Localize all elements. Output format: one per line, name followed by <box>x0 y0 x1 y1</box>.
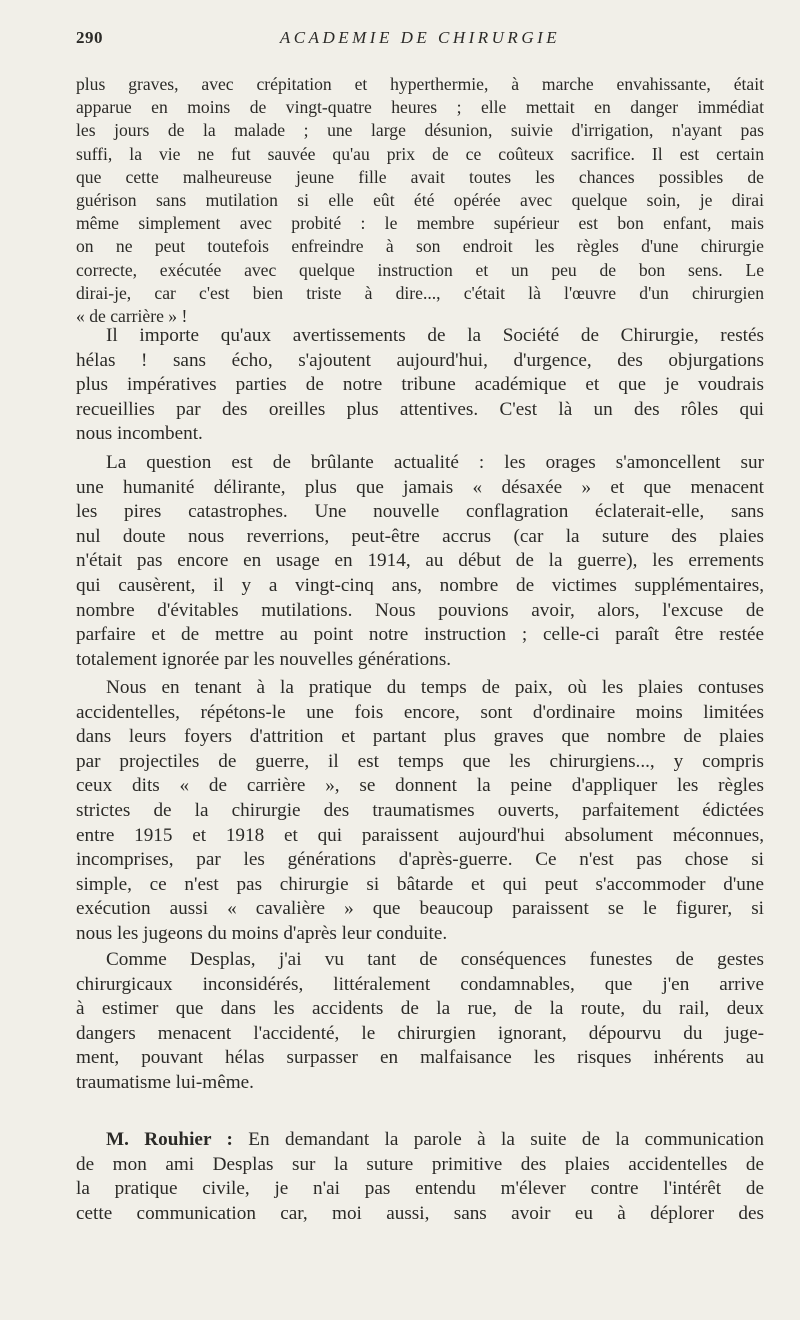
speaker-name: M. Rouhier : <box>106 1129 233 1150</box>
text-line: les pires catastrophes. Une nouvelle conflagration éclaterait-elle, sans <box>76 501 764 523</box>
text-line: qui causèrent, il y a vingt-cinq ans, nombre de victimes supplémentaires, <box>76 574 764 596</box>
text-line: correcte, exécutée avec quelque instruction et un peu de bon sens. Le <box>76 259 764 280</box>
paragraph-3 <box>76 451 764 672</box>
text-line: nous les jugeons du moins d'après leur conduite. <box>76 922 448 944</box>
text-line: entre 1915 et 1918 et qui paraissent aujourd'hui absolument méconnues, <box>76 824 764 846</box>
text-line: dans leurs foyers d'attrition et partant plus graves que nombre de plaies <box>76 726 764 748</box>
text-line: suffi, la vie ne fut sauvée qu'au prix de ce coûteux sacrifice. Il est certain <box>76 143 764 164</box>
text-line: ceux dits « de carrière », se donnent la peine d'appliquer les règles <box>76 775 764 797</box>
text-line: ment, pouvant hélas surpasser en malfaisance les risques inhérents au <box>76 1047 764 1069</box>
text-line: apparue en moins de vingt-quatre heures ; elle mettait en danger immédiat <box>76 97 764 118</box>
text-line: les jours de la malade ; une large désunion, suivie d'irrigation, n'ayant pas <box>76 120 764 141</box>
text-line: guérison sans mutilation si elle eût été opérée avec quelque soin, je dirai <box>76 189 764 210</box>
text-line: incomprises, par les générations d'après-guerre. Ce n'est pas chose si <box>76 849 764 871</box>
text-line: hélas ! sans écho, s'ajoutent aujourd'hui, d'urgence, des objurgations <box>76 349 764 371</box>
text-line: accidentelles, répétons-le une fois encore, sont d'ordinaire moins limitées <box>76 701 764 723</box>
text-line: dangers menacent l'accidenté, le chirurgien ignorant, dépourvu du juge- <box>76 1022 764 1044</box>
text-line: chirurgicaux inconsidérés, littéralement condamnables, que j'en arrive <box>76 973 764 995</box>
text-line: on ne peut toutefois enfreindre à son endroit les règles d'une chirurgie <box>76 236 764 257</box>
text-line: une humanité délirante, plus que jamais « désaxée » et que menacent <box>76 476 764 498</box>
text-line <box>76 1128 764 1153</box>
text-line: que cette malheureuse jeune fille avait toutes les chances possibles de <box>76 166 764 187</box>
paragraph-2 <box>76 324 764 447</box>
page-header <box>76 28 764 52</box>
text-line: même simplement avec probité : le membre supérieur est bon enfant, mais <box>76 213 764 234</box>
text-line: exécution aussi « cavalière » que beaucoup paraissent se le figurer, si <box>76 898 764 920</box>
text-line: nombre d'évitables mutilations. Nous pouvions avoir, alors, l'excuse de <box>76 599 764 621</box>
text-line: par projectiles de guerre, il est temps que les chirurgiens..., y compris <box>76 750 764 772</box>
text-line: La question est de brûlante actualité : les orages s'amoncellent sur <box>106 452 764 473</box>
text-line: recueillies par des oreilles plus attentives. C'est là un des rôles qui <box>76 398 764 420</box>
text-line: la pratique civile, je n'ai pas entendu m'élever contre l'intérêt de <box>76 1178 764 1200</box>
text-line: Comme Desplas, j'ai vu tant de conséquences funestes de gestes <box>106 949 764 970</box>
text-line: « de carrière » ! <box>76 305 188 326</box>
text-line: Il importe qu'aux avertissements de la Société de Chirurgie, restés <box>106 325 764 346</box>
page-number: 290 <box>76 28 103 47</box>
running-title: ACADEMIE DE CHIRURGIE <box>279 28 561 47</box>
paragraph-5 <box>76 948 764 1096</box>
text-line: simple, ce n'est pas chirurgie si bâtarde et qui peut s'accommoder d'une <box>76 873 764 895</box>
paragraph-6 <box>76 1128 764 1226</box>
text-line: cette communication car, moi aussi, sans avoir eu à déplorer des <box>76 1202 764 1224</box>
text-line: n'était pas encore en usage en 1914, au début de la guerre), les errements <box>76 550 764 572</box>
text-line: parfaire et de mettre au point notre instruction ; celle-ci paraît être restée <box>76 624 764 646</box>
text-line: traumatisme lui-même. <box>76 1071 254 1093</box>
text-line: totalement ignorée par les nouvelles générations. <box>76 648 452 670</box>
text-span: En demandant la parole à la suite de la communication <box>232 1129 764 1150</box>
text-line: strictes de la chirurgie des traumatismes ouverts, parfaitement édictées <box>76 799 764 821</box>
text-line: dirai-je, car c'est bien triste à dire..., c'était là l'œuvre d'un chirurgien <box>76 282 764 303</box>
paragraph-1 <box>76 73 764 328</box>
text-line: nous incombent. <box>76 423 203 445</box>
text-line: plus impératives parties de notre tribune académique et que je voudrais <box>76 374 764 396</box>
text-line: Nous en tenant à la pratique du temps de paix, où les plaies contuses <box>106 677 764 698</box>
paragraph-4 <box>76 676 764 947</box>
text-line: à estimer que dans les accidents de la rue, de la route, du rail, deux <box>76 998 764 1020</box>
text-line: nul doute nous reverrions, peut-être accrus (car la suture des plaies <box>76 525 764 547</box>
text-line: de mon ami Desplas sur la suture primitive des plaies accidentelles de <box>76 1153 764 1175</box>
text-line: plus graves, avec crépitation et hyperthermie, à marche envahissante, était <box>76 74 764 94</box>
